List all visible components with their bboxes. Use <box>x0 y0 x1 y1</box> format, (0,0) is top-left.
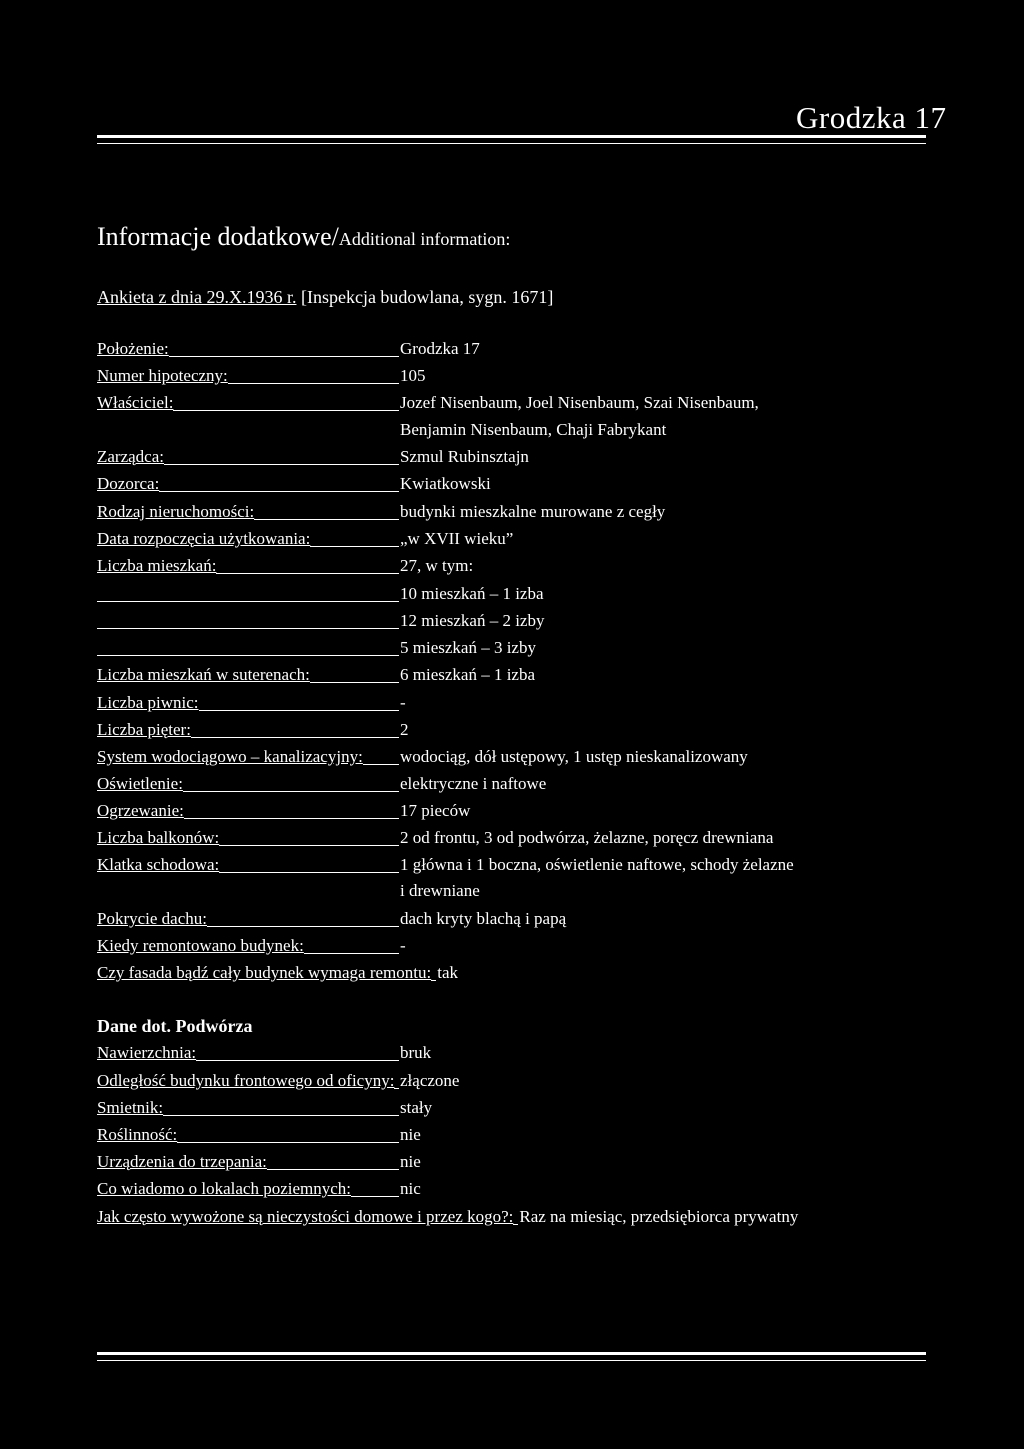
yard-field-fill-line <box>351 1196 399 1197</box>
yard-heading: Dane dot. Podwórza <box>97 1016 253 1036</box>
field-label: Liczba mieszkań w suterenach: <box>97 665 310 684</box>
yard-field-fill-line <box>394 1088 399 1089</box>
yard-field-value: stały <box>400 1098 433 1117</box>
field-fill-line <box>191 737 399 738</box>
yard-field-value: nic <box>400 1179 421 1198</box>
yard-field-fill-line <box>177 1142 399 1143</box>
field-fill-line <box>173 410 399 411</box>
field-fill-line <box>207 926 399 927</box>
field-label: Czy fasada bądź cały budynek wymaga remontu: <box>97 963 432 982</box>
yard-field-label: Nawierzchnia: <box>97 1043 197 1062</box>
field-fill-line <box>184 818 399 819</box>
field-value: - <box>400 693 406 712</box>
field-fill-line <box>219 845 399 846</box>
field-fill-line <box>159 491 399 492</box>
field-label: Oświetlenie: <box>97 774 183 793</box>
field-fill-line <box>310 546 399 547</box>
field-value: Szmul Rubinsztajn <box>400 447 529 466</box>
field-value: 12 mieszkań – 2 izby <box>400 611 545 630</box>
field-value: 2 od frontu, 3 od podwórza, żelazne, poręcz drewniana <box>400 828 774 847</box>
field-value: Jozef Nisenbaum, Joel Nisenbaum, Szai Nisenbaum, <box>400 393 759 412</box>
field-value: - <box>400 936 406 955</box>
field-fill-line <box>169 356 399 357</box>
field-value: tak <box>437 963 458 982</box>
yard-field-fill-line <box>513 1224 518 1225</box>
field-label: Położenie: <box>97 339 169 358</box>
survey-date: Ankieta z dnia 29.X.1936 r. <box>97 287 297 307</box>
field-label: Dozorca: <box>97 474 160 493</box>
field-fill-line <box>97 601 399 602</box>
yard-field-value: Raz na miesiąc, przedsiębiorca prywatny <box>519 1207 799 1226</box>
field-label: Liczba mieszkań: <box>97 556 217 575</box>
section-heading <box>97 222 510 252</box>
field-label: Liczba piwnic: <box>97 693 199 712</box>
field-fill-line <box>431 980 436 981</box>
field-label: Pokrycie dachu: <box>97 909 207 928</box>
field-value: Grodzka 17 <box>400 339 480 358</box>
field-value: dach kryty blachą i papą <box>400 909 567 928</box>
yard-field-label: Roślinność: <box>97 1125 178 1144</box>
bottom-divider <box>97 1352 926 1355</box>
field-value: Benjamin Nisenbaum, Chaji Fabrykant <box>400 420 667 439</box>
page-title: Grodzka 17 <box>796 100 947 135</box>
field-fill-line <box>183 791 399 792</box>
section-heading-main: Informacje dodatkowe/ <box>97 222 339 251</box>
field-label: Zarządca: <box>97 447 164 466</box>
field-value: 17 pieców <box>400 801 471 820</box>
survey-source: [Inspekcja budowlana, sygn. 1671] <box>296 287 554 307</box>
field-value: 105 <box>400 366 426 385</box>
field-fill-line <box>97 655 399 656</box>
yard-field-label: Jak często wywożone są nieczystości domowe i przez kogo?: <box>97 1207 514 1226</box>
field-label: Numer hipoteczny: <box>97 366 228 385</box>
field-value: elektryczne i naftowe <box>400 774 547 793</box>
top-divider <box>97 135 926 138</box>
field-value: 1 główna i 1 boczna, oświetlenie naftowe, schody żelazne <box>400 855 794 874</box>
field-fill-line <box>97 628 399 629</box>
field-label: Liczba balkonów: <box>97 828 220 847</box>
yard-field-value: bruk <box>400 1043 432 1062</box>
field-fill-line <box>254 519 399 520</box>
field-fill-line <box>304 953 399 954</box>
field-value: 27, w tym: <box>400 556 474 575</box>
yard-field-value: nie <box>400 1125 421 1144</box>
yard-field-fill-line <box>267 1169 399 1170</box>
field-value: wodociąg, dół ustępowy, 1 ustęp nieskanalizowany <box>400 747 748 766</box>
yard-field-label: Co wiadomo o lokalach poziemnych: <box>97 1179 351 1198</box>
field-fill-line <box>310 682 399 683</box>
field-value: Kwiatkowski <box>400 474 491 493</box>
survey-reference <box>97 287 553 308</box>
field-value: budynki mieszkalne murowane z cegły <box>400 502 666 521</box>
field-value: 5 mieszkań – 3 izby <box>400 638 536 657</box>
field-label: Właściciel: <box>97 393 174 412</box>
yard-field-value: złączone <box>400 1071 460 1090</box>
yard-field-label: Odległość budynku frontowego od oficyny: <box>97 1071 395 1090</box>
field-label: Rodzaj nieruchomości: <box>97 502 255 521</box>
yard-field-fill-line <box>196 1060 399 1061</box>
field-value: 10 mieszkań – 1 izba <box>400 584 544 603</box>
field-fill-line <box>363 764 399 765</box>
field-label: Data rozpoczęcia użytkowania: <box>97 529 311 548</box>
section-heading-subtitle: Additional information: <box>338 229 511 249</box>
field-label: System wodociągowo – kanalizacyjny: <box>97 747 363 766</box>
field-fill-line <box>228 383 399 384</box>
field-fill-line <box>164 464 399 465</box>
top-divider-thin <box>97 143 926 144</box>
yard-field-fill-line <box>163 1115 399 1116</box>
yard-field-value: nie <box>400 1152 421 1171</box>
field-value: i drewniane <box>400 881 480 900</box>
field-value: 6 mieszkań – 1 izba <box>400 665 536 684</box>
field-value: 2 <box>400 720 409 739</box>
field-label: Ogrzewanie: <box>97 801 184 820</box>
field-label: Kiedy remontowano budynek: <box>97 936 304 955</box>
field-fill-line <box>199 710 400 711</box>
field-label: Liczba pięter: <box>97 720 191 739</box>
field-fill-line <box>216 573 399 574</box>
field-label: Klatka schodowa: <box>97 855 220 874</box>
yard-field-label: Urządzenia do trzepania: <box>97 1152 267 1171</box>
yard-field-label: Smietnik: <box>97 1098 164 1117</box>
field-value: „w XVII wieku” <box>400 529 514 548</box>
bottom-divider-thin <box>97 1360 926 1361</box>
field-fill-line <box>219 872 399 873</box>
